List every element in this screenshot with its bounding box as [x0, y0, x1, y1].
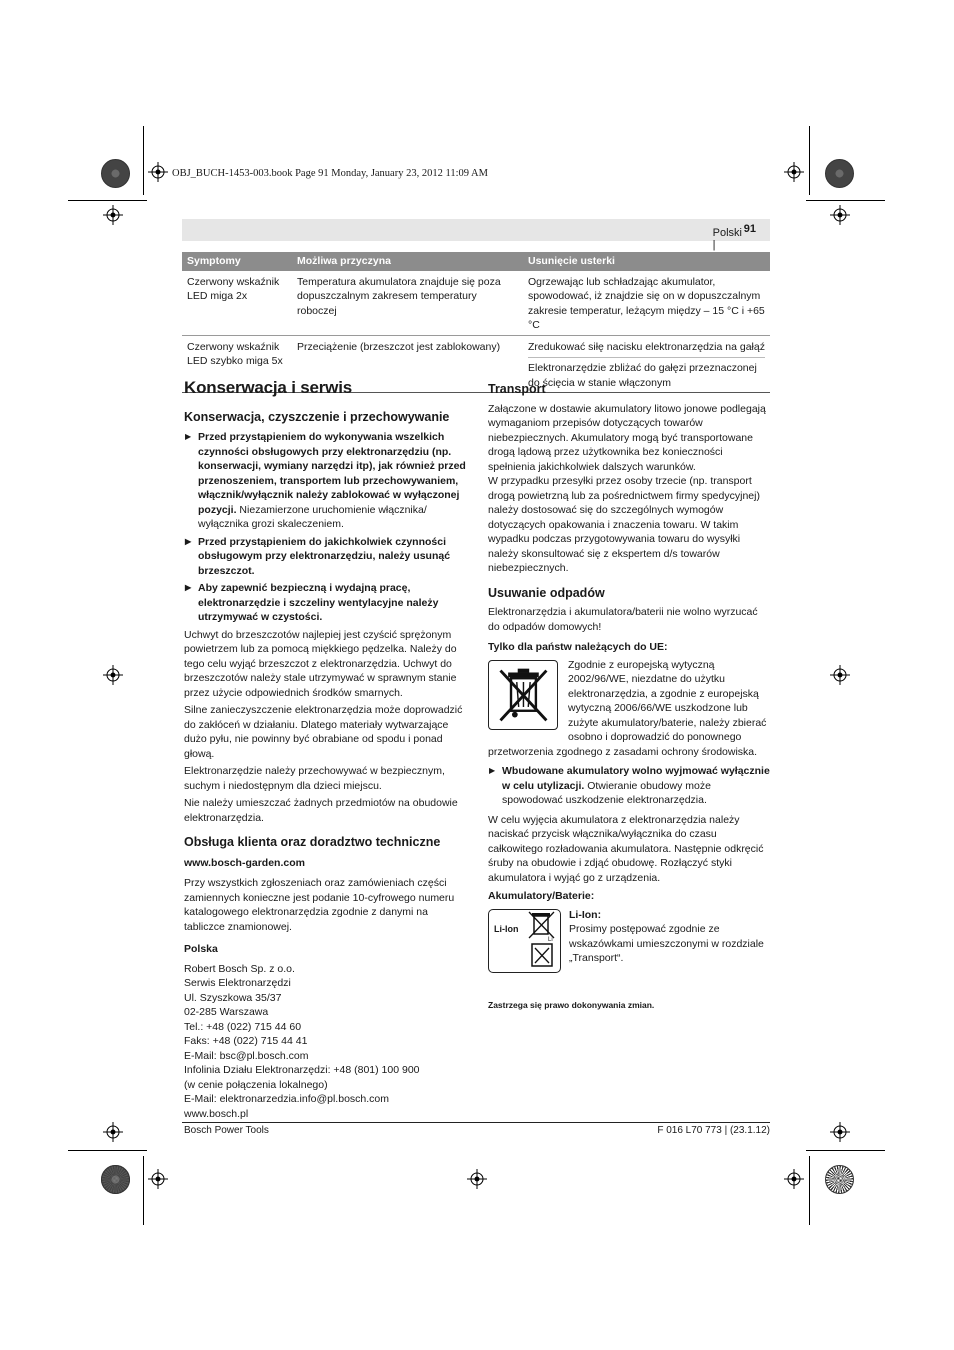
paragraph: W celu wyjęcia akumulatora z elektronarzędzia należy naciskać przycisk włącznika/wyłącznika do czasu całkowitego rozładowania akumulatora. Następnie odkręcić śruby na obudowie i zdjąć obudowę. Rozłączyć styki akumulatora i wyjąć go z urządzenia. — [488, 813, 764, 884]
address-line: Ul. Szyszkowa 35/37 — [184, 991, 282, 1004]
paragraph: Silne zanieczyszczenie elektronarzędzia może doprowadzić do zakłóceń w działaniu. Dlatego materiały wytwarzające dużo pyłu, nie powinny być obrabiane od spodu i ponad głową. — [184, 704, 463, 760]
registration-mark — [103, 665, 123, 685]
right-column — [488, 382, 770, 1012]
registration-mark — [784, 1169, 804, 1189]
address-block — [184, 962, 467, 1122]
subsection-title: Transport — [488, 382, 546, 396]
table-header-row — [182, 252, 770, 271]
address-line: Serwis Elektronarzędzi — [184, 977, 291, 989]
weee-bin-icon — [488, 660, 558, 730]
subsection-title: Usuwanie odpadów — [488, 585, 605, 600]
paragraph: Elektronarzędzie należy przechowywać w bezpiecznym, suchym i niedostępnym dla dzieci miejscu. — [184, 765, 445, 792]
address-line: (w cenie połączenia lokalnego) — [184, 1078, 328, 1091]
symptom-cell: Czerwony wskaźnik LED miga 2x — [182, 271, 292, 336]
address-line: Robert Bosch Sp. z o.o. — [184, 962, 295, 975]
remedy-text: Elektronarzędzie zbliżać do gałęzi przeznaczonej do ścięcia w stanie włączonym — [528, 357, 765, 390]
website-link[interactable]: www.bosch-garden.com — [184, 856, 305, 869]
page-number: 91 — [743, 223, 756, 235]
liion-title: Li-Ion: — [569, 908, 602, 921]
cause-cell: Temperatura akumulatora znajduje się poza dopuszczalnym zakresem temperatury roboczej — [292, 271, 523, 336]
registration-mark — [467, 1169, 487, 1189]
address-line: Faks: +48 (022) 715 44 41 — [184, 1035, 308, 1047]
disposal-bullet: ▶ Wbudowane akumulatory wolno wyjmować wyłącznie w celu utylizacji. Otwieranie obudowy może spowodować uszkodzenie elektronarzędzia. — [488, 764, 770, 808]
running-header — [182, 219, 770, 251]
paragraph: W przypadku przesyłki przez osoby trzecie (np. transport drogą powietrzną lub za pośrednictwem firmy spedycyjnej) należy dostosować się do szczególnych wymogów dotyczących opakowania i znaczenia towaru. W takim wypadku podczas przygotowywania towaru do wysyłki należy skonsultować się z ekspertem d/s towarów niebezpiecznych. — [488, 475, 760, 574]
paragraph: Zgodnie z europejską wytyczną 2002/96/WE, niezdatne do użytku elektronarzędzia, a zgodnie z europejską wytyczną 2006/66/WE uszkodzone lub zużyte akumulatory/baterie, należy zbierać osobno i doprowadzić do ponownego przetworzenia zgodnego z zasadami ochrony środowiska. — [488, 658, 767, 758]
eu-title: Tylko dla państw należących do UE: — [488, 641, 668, 653]
registration-mark — [830, 665, 850, 685]
table-row — [182, 271, 770, 336]
symptom-cell: Czerwony wskaźnik LED szybko miga 5x — [182, 335, 292, 393]
registration-mark — [830, 1122, 850, 1142]
batteries-title: Akumulatory/Baterie: — [488, 890, 595, 902]
liion-block — [488, 908, 770, 974]
color-wheel-mark — [101, 1165, 130, 1194]
section-title: Konserwacja i serwis — [184, 378, 352, 397]
registration-mark — [830, 205, 850, 225]
color-wheel-mark — [101, 159, 130, 188]
registration-mark — [784, 162, 804, 182]
address-line: 02-285 Warszawa — [184, 1006, 269, 1018]
column-header: Usunięcie usterki — [523, 252, 770, 271]
troubleshooting-table — [182, 252, 770, 393]
column-header: Możliwa przyczyna — [292, 252, 523, 271]
left-column — [184, 378, 467, 1121]
address-line: Tel.: +48 (022) 715 44 60 — [184, 1020, 302, 1033]
liion-text: Prosimy postępować zgodnie ze wskazówkami umieszczonymi w rozdziale „Transport“. — [569, 923, 764, 964]
registration-mark — [148, 1169, 168, 1189]
paragraph: Przy wszystkich zgłoszeniach oraz zamówieniach części zamiennych konieczne jest podanie 10-cyfrowego numeru katalogowego elektronarzędzia zgodnie z danymi na tabliczce znamionowej. — [184, 877, 455, 933]
registration-mark — [103, 1122, 123, 1142]
address-line: Infolinia Działu Elektronarzędzi: +48 (801) 100 900 — [184, 1064, 420, 1076]
registration-mark — [148, 162, 168, 182]
weee-block — [488, 658, 770, 760]
liion-recycle-icon: Li-Ion Li — [488, 909, 561, 973]
file-header: OBJ_BUCH-1453-003.book Page 91 Monday, January 23, 2012 11:09 AM — [172, 168, 488, 179]
color-wheel-mark — [825, 1165, 854, 1194]
safety-bullet: ▶ Przed przystąpieniem do wykonywania wszelkich czynności obsługowych przy elektronarzędziu (np. konserwacji, wymiany narzędzi itp), jak również przed przenoszeniem, transportem lub przechowywaniem, włącznik/wyłącznik należy zablokować w wyłączonej pozycji. Niezamierzone uruchomienie włącznika/ wyłącznika grozi skaleczeniem. — [184, 430, 467, 532]
address-line: E-Mail: elektronarzedzia.info@pl.bosch.com — [184, 1093, 389, 1105]
footer-left: Bosch Power Tools — [184, 1125, 269, 1136]
subsection-title: Konserwacja, czyszczenie i przechowywanie — [184, 409, 450, 424]
remedy-cell: Ogrzewając lub schładzając akumulator, spowodować, iż znajdzie się on w dopuszczalnym zakresie temperatur, leżącym między – 15 °C i +65 °C — [523, 271, 770, 336]
paragraph: Uchwyt do brzeszczotów najlepiej jest czyścić sprężonym powietrzem lub za pomocą miękkiego pędzelka. Należy do tego celu wyjąć brzeszczot z elektronarzędzia. Uchwyt do brzeszczotów należy stale utrzymywać w sprawnym stanie przez użycie odpowiednich środków smarnych. — [184, 628, 457, 699]
reservation-note: Zastrzega się prawo dokonywania zmian. — [488, 999, 655, 1010]
address-line: E-Mail: bsc@pl.bosch.com — [184, 1049, 309, 1062]
paragraph: Elektronarzędzia i akumulatora/baterii nie wolno wyrzucać do odpadów domowych! — [488, 606, 758, 633]
running-header-text: Polski | — [712, 227, 742, 251]
color-wheel-mark — [825, 159, 854, 188]
country-title: Polska — [184, 943, 218, 955]
paragraph: Nie należy umieszczać żadnych przedmiotów na obudowie elektronarzędzia. — [184, 797, 458, 824]
paragraph: Załączone w dostawie akumulatory litowo jonowe podlegają wymaganiom przepisów dotyczących towarów niebezpiecznych. Akumulatory mogą być transportowane drogą lądową przez użytkownika bez konieczności spełnienia jakichkolwiek dalszych warunków. — [488, 402, 766, 473]
footer-rule — [182, 1122, 770, 1123]
footer-right: F 016 L70 773 | (23.1.12) — [657, 1125, 770, 1136]
address-line: www.bosch.pl — [184, 1107, 249, 1120]
subsection-title: Obsługa klienta oraz doradztwo techniczne — [184, 835, 441, 849]
cause-cell: Przeciążenie (brzeszczot jest zablokowany) — [292, 335, 523, 393]
column-header: Symptomy — [182, 252, 292, 271]
remedy-text: Zredukować siłę nacisku elektronarzędzia na gałąź — [528, 340, 765, 353]
registration-mark — [103, 205, 123, 225]
safety-bullet: ▶ Aby zapewnić bezpieczną i wydajną pracę, elektronarzędzie i szczeliny wentylacyjne należy utrzymywać w czystości. — [184, 581, 467, 625]
safety-bullet: ▶ Przed przystąpieniem do jakichkolwiek czynności obsługowym przy elektronarzędziu, należy usunąć brzeszczot. — [184, 535, 467, 579]
